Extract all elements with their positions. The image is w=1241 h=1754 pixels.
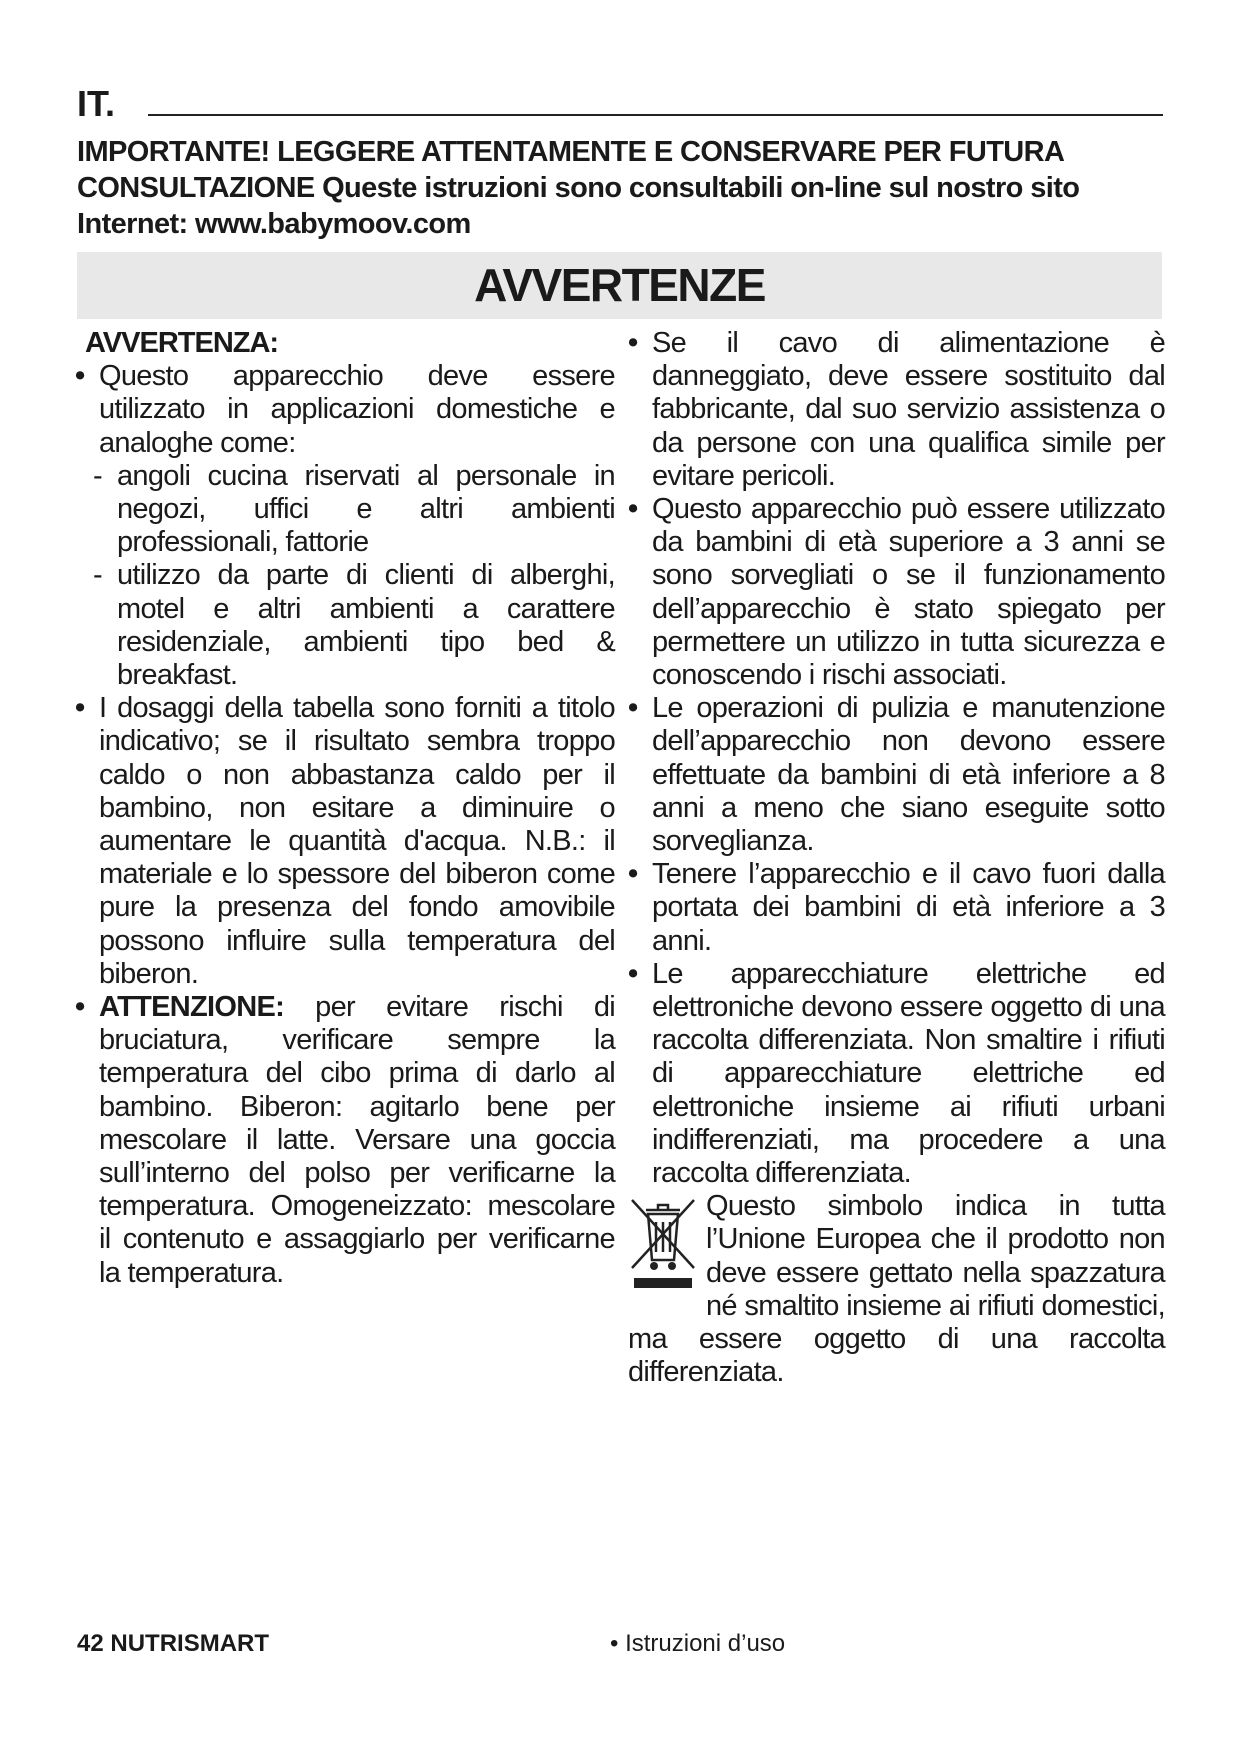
bullet-text: I dosaggi della tabella sono forniti a titolo indicativo; se il risultato sembra troppo caldo o non abbastanza caldo per il bambino, non esitare a diminuire o aumentare le quantità d'acqua. N.B.: il materiale e lo spessore del biberon come pure la presenza del fondo amovibile possono influire sulla temperatura del biberon.: [99, 692, 615, 990]
bullet-text: Questo apparecchio può essere utilizzato da bambini di età superiore a 3 anni se sono sorvegliati o se il funzionamento dell’apparecchio è stato spiegato per permettere un utilizzo in tutta sicurezza e conoscendo i rischi associati.: [652, 493, 1165, 692]
bullet-dot: •: [628, 327, 638, 359]
dash-mark: -: [93, 459, 102, 492]
page-footer-section: • Istruzioni d’uso: [610, 1630, 786, 1657]
sub-item: [75, 559, 615, 692]
sub-text: angoli cucina riservati al personale in negozi, uffici e altri ambienti professionali, fattorie: [117, 459, 615, 559]
bullet-text: Le operazioni di pulizia e manutenzione dell’apparecchio non devono essere effettuate da bambini di età inferiore a 8 anni a meno che siano eseguite sotto sorveglianza.: [652, 692, 1165, 858]
left-column: [75, 327, 615, 1290]
bullet-item: [628, 327, 1165, 493]
bullet-dot: •: [628, 493, 638, 526]
bullet-item: [75, 991, 615, 1290]
important-notice: IMPORTANTE! LEGGERE ATTENTAMENTE E CONSERVARE PER FUTURA CONSULTAZIONE Queste istruzioni sono consultabili on-line sul nostro sito Internet: www.babymoov.com: [77, 136, 1080, 240]
weee-notice: [628, 1190, 1165, 1389]
dash-mark: -: [93, 559, 102, 592]
warning-heading: AVVERTENZA:: [85, 327, 279, 359]
bullet-text: per evitare rischi di bruciatura, verificare sempre la temperatura del cibo prima di darlo al bambino. Biberon: agitarlo bene per mescolare il latte. Versare una goccia sull’interno del polso per verificarne la temperatura. Omogeneizzato: mescolare il contenuto e assaggiarlo per verificarne la temperatura.: [99, 991, 616, 1289]
bullet-dot: •: [628, 858, 638, 891]
language-code: IT.: [77, 83, 116, 124]
bullet-text: Le apparecchiature elettriche ed elettroniche devono essere oggetto di una raccolta differenziata. Non smaltire i rifiuti di apparecchiature elettriche ed elettroniche insieme ai rifiuti urbani indifferenziati, ma procedere a una raccolta differenziata.: [652, 957, 1165, 1190]
right-column: [628, 327, 1165, 1390]
header-rule: [148, 114, 1163, 116]
section-title: AVVERTENZE: [474, 259, 765, 311]
section-banner: [77, 252, 1162, 319]
sub-item: [75, 460, 615, 560]
bullet-dot: •: [628, 957, 638, 990]
bullet-text: Se il cavo di alimentazione è danneggiato, deve essere sostituito dal fabbricante, dal suo servizio assistenza o da persone con una qualifica simile per evitare pericoli.: [652, 327, 1165, 492]
bullet-item: [628, 858, 1165, 958]
bullet-text: Tenere l’apparecchio e il cavo fuori dalla portata dei bambini di età inferiore a 3 anni.: [652, 858, 1165, 957]
page-footer-product: 42 NUTRISMART: [77, 1630, 270, 1657]
bullet-text: Questo apparecchio deve essere utilizzato in applicazioni domestiche e analoghe come:: [99, 360, 615, 459]
bullet-item: [628, 493, 1165, 692]
crossed-out-wheelie-bin-icon: [628, 1194, 698, 1290]
bullet-item: [628, 692, 1165, 858]
sub-text: utilizzo da parte di clienti di alberghi, motel e altri ambienti a carattere residenziale, ambienti tipo bed & breakfast.: [117, 559, 615, 692]
bullet-item: [75, 360, 615, 460]
weee-text: Questo simbolo indica in tutta l’Unione Europea che il prodotto non deve essere gettato nella spazzatura né smaltito insieme ai rifiuti domestici, ma essere oggetto di una raccolta differenziata.: [628, 1190, 1165, 1389]
bullet-dot: •: [75, 991, 85, 1024]
bullet-item: [628, 958, 1165, 1190]
bullet-dot: •: [75, 692, 85, 725]
bullet-dot: •: [628, 692, 638, 725]
bullet-item: [75, 692, 615, 991]
bullet-dot: •: [75, 360, 85, 393]
attention-label: ATTENZIONE:: [99, 991, 285, 1024]
